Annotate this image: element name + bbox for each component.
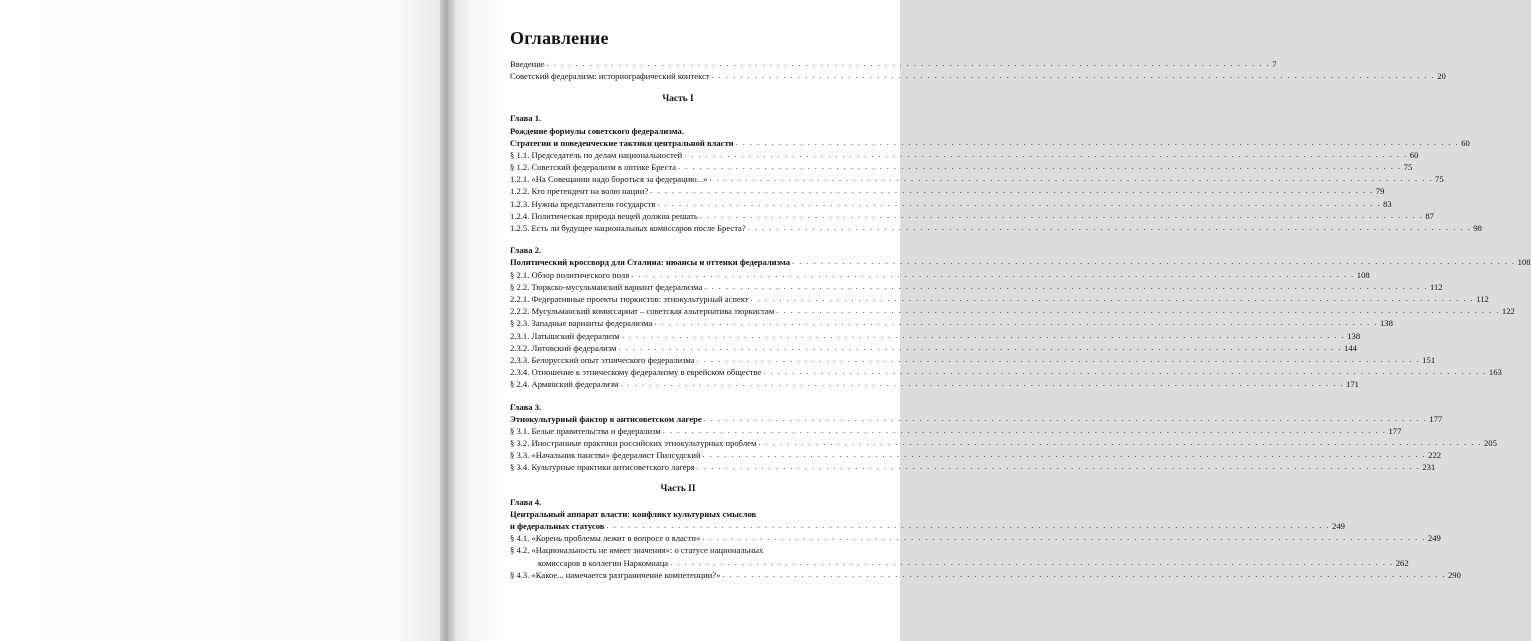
- dot-leader: [751, 293, 1475, 305]
- toc-entry-page: 151: [1422, 354, 1436, 365]
- table-of-contents: [510, 58, 1531, 581]
- toc-entry-page: 122: [1501, 306, 1515, 317]
- dot-leader: [758, 437, 1482, 449]
- toc-entry-title: § 1.2. Советский федерализм в оптике Бреста: [510, 162, 677, 173]
- toc-entry[interactable]: [510, 222, 1482, 234]
- toc-entry-title: § 4.1. «Корень проблемы лежит в вопросе о власти»: [510, 533, 701, 544]
- dot-leader: [678, 161, 1402, 173]
- dot-leader: [704, 413, 1428, 425]
- toc-entry[interactable]: [510, 354, 1436, 366]
- dot-leader: [670, 557, 1394, 569]
- toc-entry-title: § 2.2. Тюркско-мусульманский вариант федерализма: [510, 281, 703, 292]
- toc-entry-page: 249: [1427, 533, 1441, 544]
- dot-leader: [684, 149, 1408, 161]
- toc-entry-page: 163: [1488, 367, 1502, 378]
- toc-entry[interactable]: [510, 378, 1359, 390]
- toc-entry-page: 60: [1409, 149, 1419, 160]
- toc-entry-title: Советский федерализм: историографический контекст: [510, 71, 710, 82]
- dot-leader: [776, 305, 1500, 317]
- toc-entry-title: 2.3.1. Латышский федерализм: [510, 330, 620, 341]
- toc-entry-page: 205: [1484, 438, 1497, 449]
- toc-entry-page: 231: [1422, 462, 1436, 473]
- toc-entry-title: 1.2.2. Кто претендент на волю нации?: [510, 186, 649, 197]
- dot-leader: [700, 210, 1424, 222]
- toc-entry-title-continuation: комиссаров в коллегии Наркомнаца: [538, 557, 669, 568]
- toc-entry[interactable]: [510, 293, 1489, 305]
- toc-entry-title: и федеральных статусов: [510, 520, 605, 531]
- toc-entry[interactable]: [510, 149, 1419, 161]
- toc-entry[interactable]: [510, 198, 1392, 210]
- toc-entry[interactable]: [510, 569, 1461, 581]
- toc-entry[interactable]: [510, 173, 1444, 185]
- toc-entry[interactable]: [510, 161, 1413, 173]
- dot-leader: [657, 198, 1381, 210]
- toc-entry[interactable]: [510, 281, 1443, 293]
- toc-entry-title: 2.3.3. Белорусский опыт этнического федерализма: [510, 354, 695, 365]
- toc-entry-title: § 4.3. «Какое... намечается разграничение компетенции?»: [510, 569, 721, 580]
- dot-leader: [618, 342, 1342, 354]
- toc-entry-title: Стратегии и поведенческие тактики центральной власти: [510, 137, 734, 148]
- dot-leader: [736, 137, 1460, 149]
- toc-entry-title: Введение: [510, 58, 545, 69]
- toc-entry[interactable]: [510, 317, 1393, 329]
- dot-leader: [547, 58, 1271, 70]
- chapter-title-entry[interactable]: [510, 256, 1531, 268]
- dot-leader: [763, 366, 1487, 378]
- toc-entry-title: Этнокультурный фактор в антисоветском лагере: [510, 413, 702, 424]
- toc-entry-title: Политический кроссворд для Сталина: нюансы и оттенки федерализма: [510, 257, 791, 268]
- toc-entry-page: 177: [1429, 413, 1443, 424]
- toc-entry-title: 2.3.2. Литовский федерализм: [510, 342, 617, 353]
- toc-entry-page: 83: [1383, 198, 1392, 209]
- dot-leader: [622, 330, 1346, 342]
- dot-leader: [697, 354, 1421, 366]
- toc-entry[interactable]: [510, 70, 1446, 82]
- toc-title: Оглавление: [510, 28, 609, 48]
- toc-entry-title: 2.2.1. Федеративные проекты тюркистов: этнокультурный аспект: [510, 293, 749, 304]
- dot-leader: [792, 256, 1516, 268]
- toc-entry-page: 75: [1435, 174, 1444, 185]
- toc-entry-title: § 2.4. Армянский федерализм: [510, 379, 619, 390]
- toc-entry-page: 98: [1473, 223, 1482, 234]
- toc-entry-title: § 3.2. Иностранные практики российских этнокультурных проблем: [510, 438, 757, 449]
- toc-entry-page: 222: [1428, 450, 1442, 461]
- toc-entry-title: 2.2.2. Мусульманский комиссариат – советская альтернатива тюркистам: [510, 306, 775, 317]
- toc-entry-page: 20: [1437, 71, 1446, 82]
- toc-entry[interactable]: [510, 461, 1436, 473]
- dot-leader: [697, 461, 1421, 473]
- dot-leader: [650, 185, 1374, 197]
- dot-leader: [663, 425, 1387, 437]
- dot-leader: [631, 269, 1355, 281]
- toc-entry-page: 112: [1429, 281, 1443, 292]
- toc-entry-page: 75: [1403, 162, 1413, 173]
- part-heading: Часть I: [662, 94, 694, 105]
- toc-entry-title: § 2.1. Обзор политического поля: [510, 269, 630, 280]
- toc-entry-title: 1.2.5. Есть ли будущее национальных комиссаров после Бреста?: [510, 223, 746, 234]
- toc-entry[interactable]: [510, 437, 1497, 449]
- toc-entry[interactable]: [510, 425, 1402, 437]
- toc-entry[interactable]: [510, 269, 1370, 281]
- toc-entry-page: 112: [1476, 293, 1489, 304]
- toc-entry-title: 1.2.3. Нужны представители государств: [510, 198, 656, 209]
- toc-entry-page: 79: [1375, 186, 1385, 197]
- toc-entry-title[interactable]: § 4.2. «Национальность не имеет значения»: о статусе национальных: [510, 545, 764, 556]
- toc-entry-title: § 3.1. Белые правительства и федерализм: [510, 425, 661, 436]
- toc-entry-title: § 3.3. «Начальник панства» федералист Пилсудский: [510, 450, 701, 461]
- chapter-label: Глава 2.: [510, 245, 542, 256]
- toc-entry-title: 1.2.1. «На Совещании надо бороться за федерацию...»: [510, 174, 708, 185]
- toc-entry[interactable]: [510, 342, 1357, 354]
- toc-entry-page: 60: [1461, 137, 1470, 148]
- chapter-title-entry[interactable]: [510, 137, 1470, 149]
- toc-entry[interactable]: [510, 557, 1409, 569]
- toc-entry-title: § 3.4. Культурные практики антисоветского лагеря: [510, 462, 695, 473]
- toc-entry-page: 138: [1379, 318, 1393, 329]
- toc-entry-page: 262: [1395, 557, 1409, 568]
- dot-leader: [722, 569, 1446, 581]
- toc-entry[interactable]: [510, 305, 1515, 317]
- toc-entry-page: 87: [1425, 210, 1434, 221]
- toc-entry[interactable]: [510, 532, 1441, 544]
- toc-entry-page: 108: [1356, 269, 1370, 280]
- toc-entry[interactable]: [510, 330, 1361, 342]
- toc-entry-page: 171: [1346, 379, 1359, 390]
- toc-entry[interactable]: [510, 449, 1442, 461]
- dot-leader: [620, 378, 1344, 390]
- dot-leader: [709, 173, 1433, 185]
- dot-leader: [654, 317, 1378, 329]
- book-gutter: [440, 0, 455, 641]
- dot-leader: [748, 222, 1472, 234]
- chapter-title: Рождение формулы советского федерализма.: [510, 125, 684, 136]
- dot-leader: [702, 532, 1426, 544]
- chapter-title-entry[interactable]: [510, 413, 1443, 425]
- dot-leader: [703, 449, 1427, 461]
- toc-entry[interactable]: [510, 186, 1385, 198]
- toc-entry-page: 290: [1448, 569, 1461, 580]
- left-page: [0, 0, 440, 641]
- chapter-label: Глава 4.: [510, 496, 542, 507]
- toc-entry-title: § 2.3. Западные варианты федерализма: [510, 318, 653, 329]
- chapter-title: Центральный аппарат власти: конфликт культурных смыслов: [510, 508, 757, 519]
- toc-entry[interactable]: [510, 210, 1434, 222]
- toc-entry-page: 138: [1347, 330, 1361, 341]
- dot-leader: [704, 281, 1428, 293]
- chapter-title-entry[interactable]: [510, 520, 1345, 532]
- toc-entry-page: 108: [1517, 257, 1531, 268]
- part-heading: Часть II: [660, 483, 696, 494]
- dot-leader: [606, 520, 1330, 532]
- toc-entry-page: 249: [1332, 520, 1345, 531]
- chapter-label: Глава 3.: [510, 401, 542, 412]
- toc-entry[interactable]: [510, 366, 1502, 378]
- toc-entry-page: 144: [1344, 342, 1357, 353]
- toc-entry-title: 2.3.4. Отношение к этническому федерализму в еврейском обществе: [510, 367, 762, 378]
- toc-entry[interactable]: [510, 58, 1277, 70]
- toc-entry-title: 1.2.4. Политическая природа вещей должна решать: [510, 210, 698, 221]
- toc-entry-page: 7: [1272, 58, 1277, 69]
- chapter-label: Глава 1.: [510, 113, 542, 124]
- toc-entry-page: 177: [1388, 425, 1402, 436]
- dot-leader: [712, 70, 1436, 82]
- toc-entry-title: § 1.1. Председатель по делам национальностей: [510, 149, 683, 160]
